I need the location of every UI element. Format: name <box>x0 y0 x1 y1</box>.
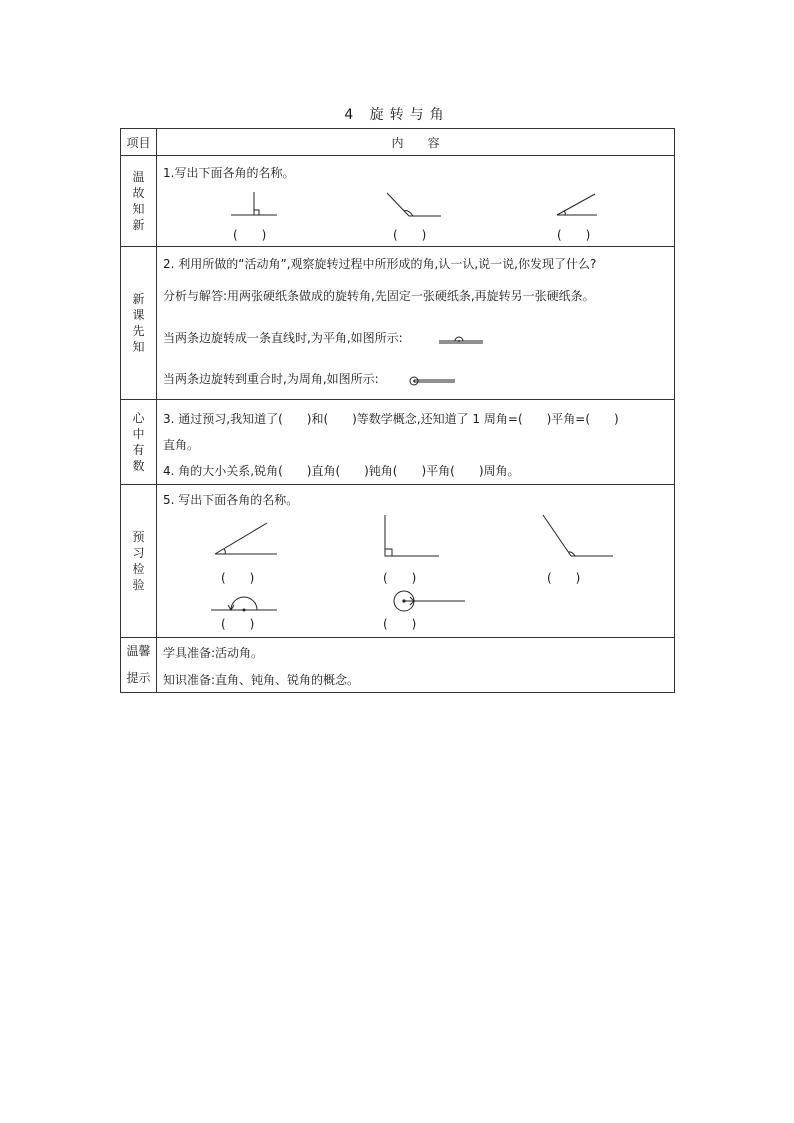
row-label-review: 温故知新 <box>132 170 145 232</box>
answer-blank[interactable]: ( ) <box>383 617 417 631</box>
row-review <box>121 156 675 247</box>
straight-angle-figure <box>211 593 279 613</box>
acute-angle-figure <box>557 192 599 216</box>
round-angle-figure <box>409 374 457 388</box>
header-row <box>121 129 675 156</box>
row-preview-test <box>121 485 675 638</box>
right-angle-figure <box>385 515 441 557</box>
answer-blank[interactable]: ( ) <box>233 228 267 242</box>
question-2: 2. 利用所做的“活动角”,观察旋转过程中所形成的角,认一认,说一说,你发现了什么? <box>163 257 597 271</box>
analysis-text: 分析与解答:用两张硬纸条做成的旋转角,先固定一张硬纸条,再旋转另一张硬纸条。 <box>163 289 595 303</box>
straight-angle-figure <box>439 333 485 345</box>
right-angle-figure <box>231 192 281 216</box>
question-1: 1.写出下面各角的名称。 <box>163 166 295 180</box>
header-item: 项目 <box>121 129 157 156</box>
answer-blank[interactable]: ( ) <box>557 228 591 242</box>
tip-tools: 学具准备:活动角。 <box>163 646 264 660</box>
row-new-lesson <box>121 247 675 400</box>
row-tips <box>121 638 675 693</box>
question-4: 4. 角的大小关系,锐角( )直角( )钝角( )平角( )周角。 <box>163 464 520 478</box>
question-5: 5. 写出下面各角的名称。 <box>163 493 299 507</box>
question-3-cont: 直角。 <box>163 438 200 452</box>
row-label-tips-1: 温馨 <box>126 644 151 658</box>
tip-knowledge: 知识准备:直角、钝角、锐角的概念。 <box>163 673 360 687</box>
question-3: 3. 通过预习,我知道了( )和( )等数学概念,还知道了 1 周角=( )平角=( ) <box>163 412 619 426</box>
obtuse-angle-figure <box>543 515 615 557</box>
acute-angle-figure <box>215 521 279 557</box>
row-label-preview-test: 预习检验 <box>132 530 145 592</box>
straight-angle-text: 当两条边旋转成一条直线时,为平角,如图所示: <box>163 331 403 345</box>
header-content: 内 容 <box>157 129 675 156</box>
row-label-tips-2: 提示 <box>126 671 151 685</box>
answer-blank[interactable]: ( ) <box>221 571 255 585</box>
lesson-table <box>120 128 675 693</box>
row-self-check <box>121 400 675 485</box>
row-label-self-check: 心中有数 <box>132 411 145 473</box>
page-title: 4 旋转与角 <box>344 107 450 123</box>
round-angle-text: 当两条边旋转到重合时,为周角,如图所示: <box>163 372 379 386</box>
obtuse-angle-figure <box>387 189 443 217</box>
answer-blank[interactable]: ( ) <box>383 571 417 585</box>
row-label-new-lesson: 新课先知 <box>132 292 145 354</box>
answer-blank[interactable]: ( ) <box>547 571 581 585</box>
round-angle-figure <box>393 589 467 613</box>
answer-blank[interactable]: ( ) <box>393 228 427 242</box>
answer-blank[interactable]: ( ) <box>221 617 255 631</box>
